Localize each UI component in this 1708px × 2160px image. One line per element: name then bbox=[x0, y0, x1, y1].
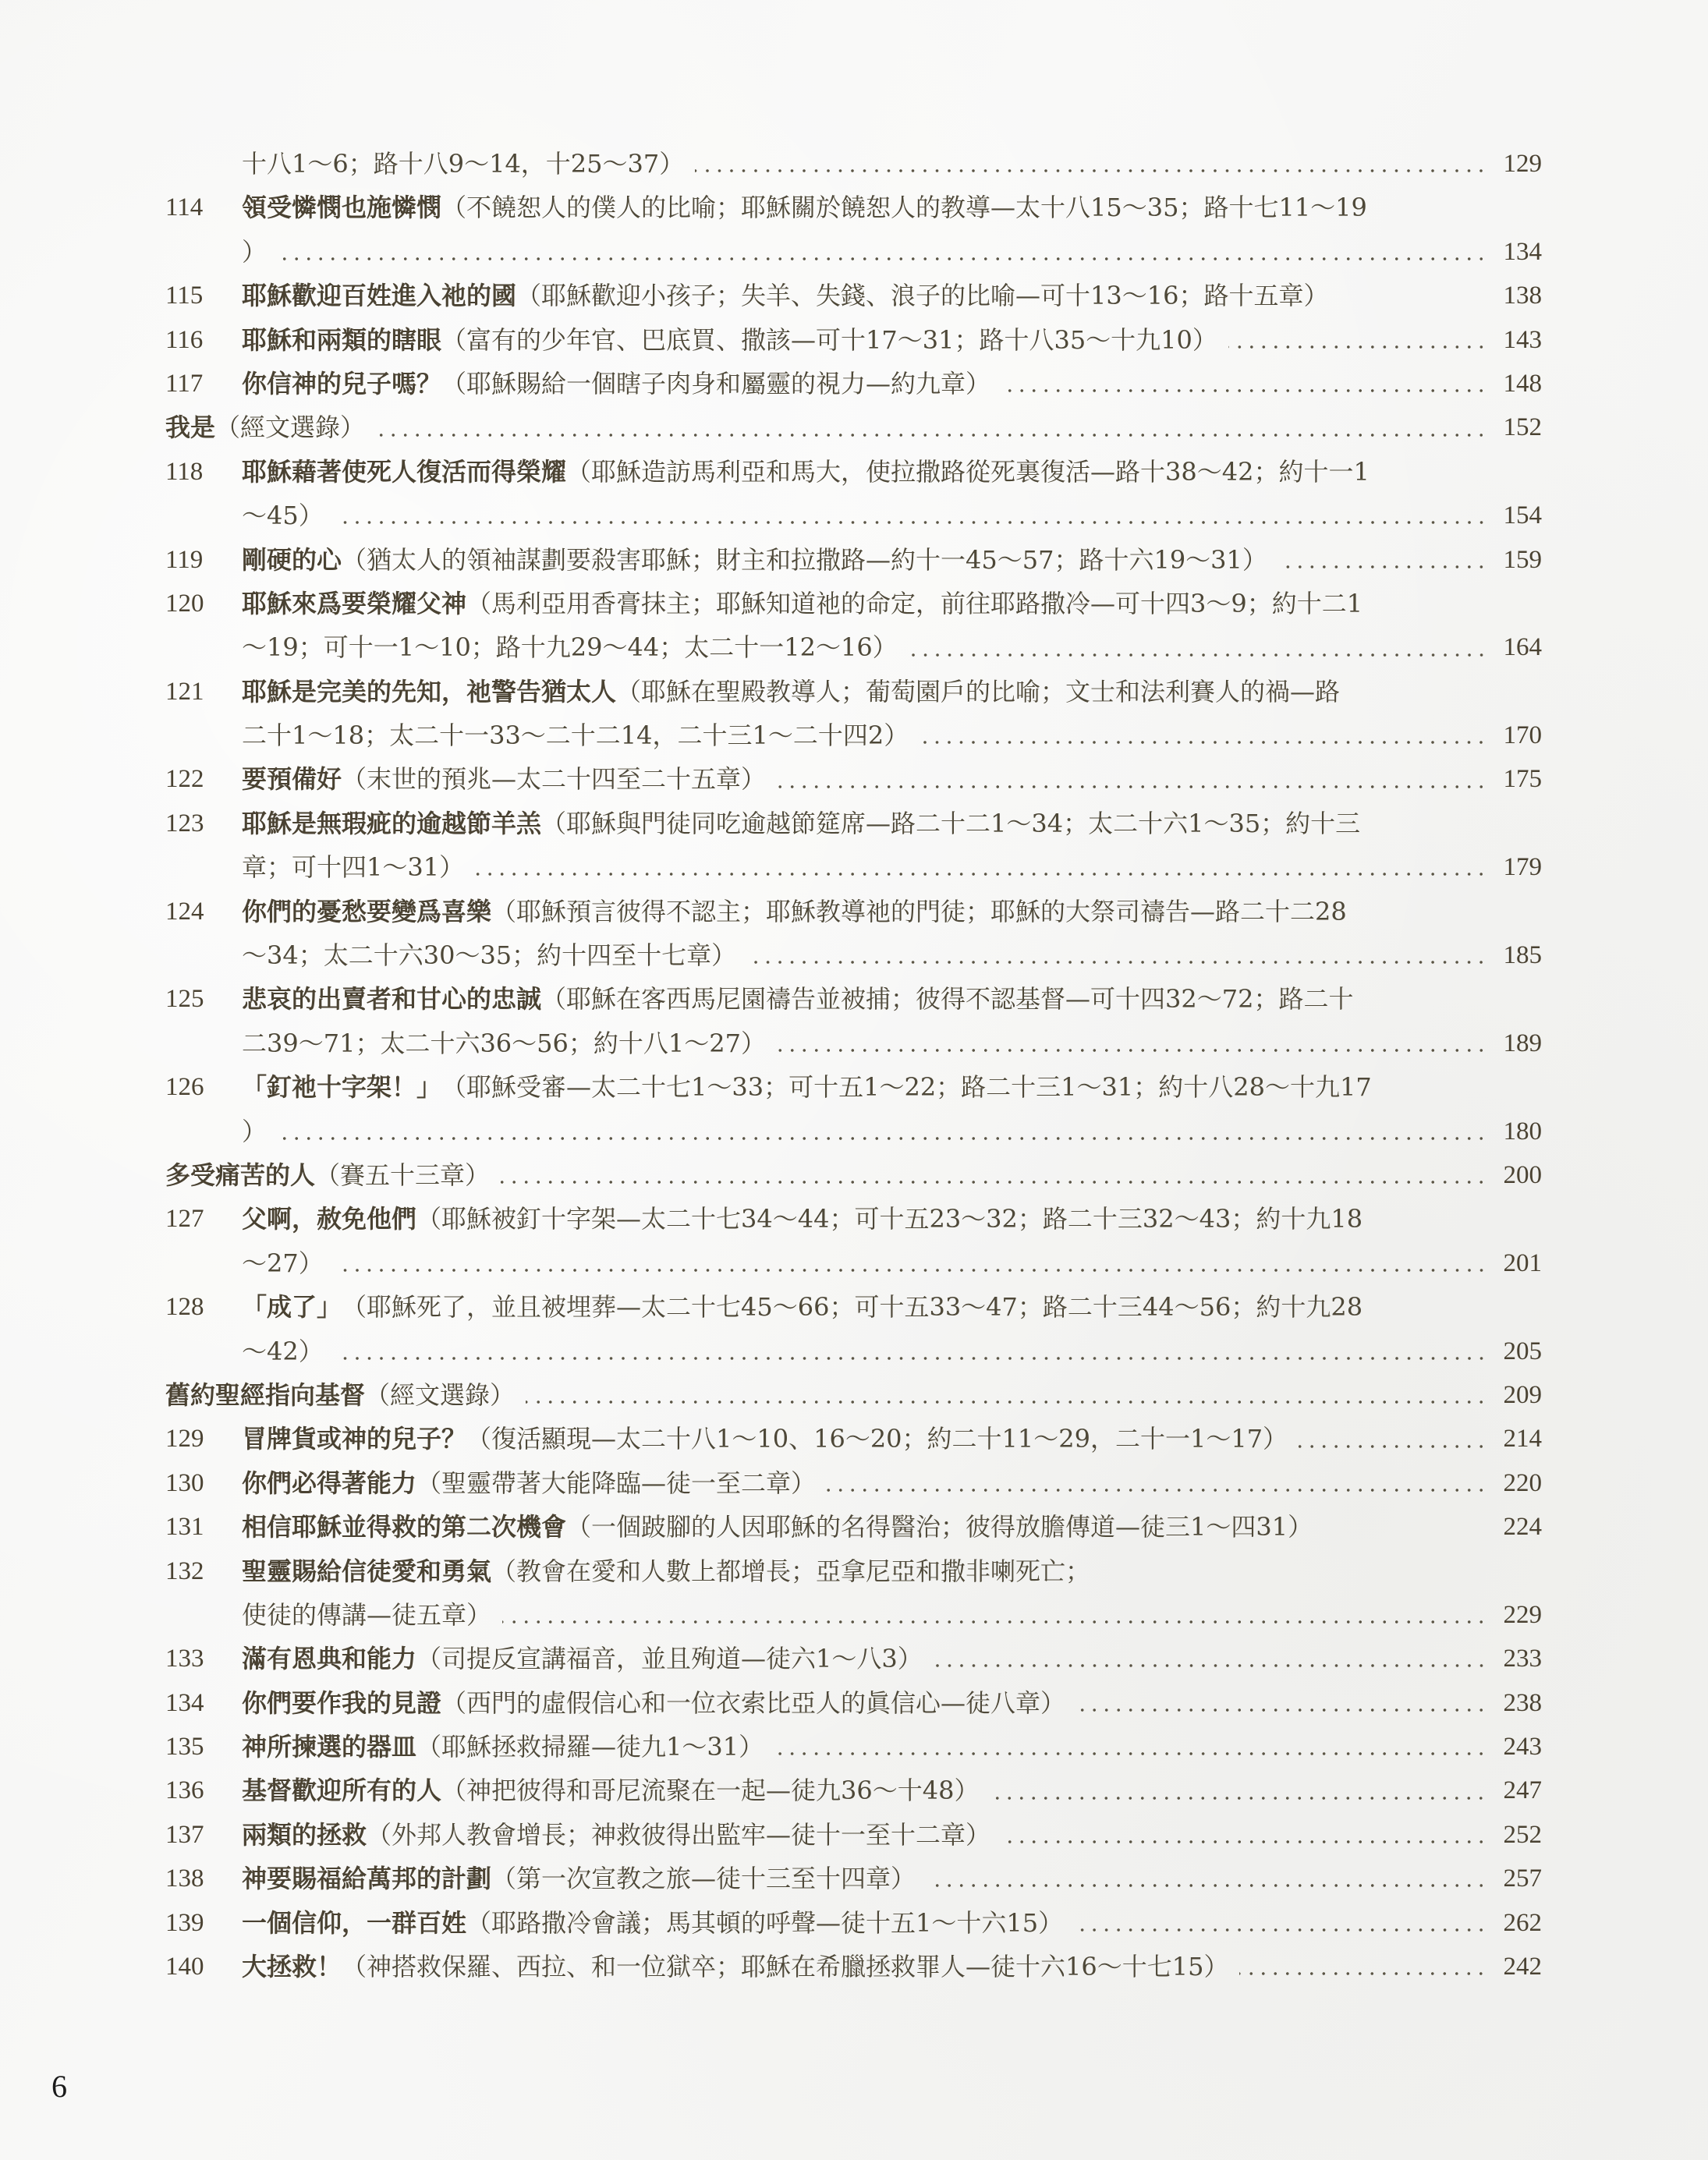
lesson-number: 135 bbox=[165, 1733, 204, 1762]
scripture-reference: （富有的少年官、巴底買、撒該—可十17～31；路十八35～十九10） bbox=[441, 324, 1217, 355]
entry-body bbox=[242, 1461, 1542, 1505]
toc-entry bbox=[165, 977, 1542, 1021]
dot-leader bbox=[927, 1884, 1487, 1887]
page-ref: 164 bbox=[1503, 633, 1542, 662]
entry-body bbox=[242, 890, 1542, 933]
scripture-reference: （外邦人教會增長；神救彼得出監牢—徒十一至十二章） bbox=[367, 1819, 991, 1850]
page-ref: 252 bbox=[1503, 1820, 1542, 1849]
scripture-reference: （耶穌在客西馬尼園禱告並被捕；彼得不認基督—可十四32～72；路二十 bbox=[541, 984, 1354, 1014]
scripture-reference: ） bbox=[242, 236, 268, 267]
dot-leader bbox=[1001, 389, 1487, 392]
toc-continuation-line bbox=[165, 625, 1542, 669]
lesson-title: 冒牌貨或神的兒子？ bbox=[242, 1424, 467, 1454]
toc-entry bbox=[165, 1549, 1542, 1593]
toc-continuation-line bbox=[165, 933, 1542, 977]
lesson-number: 124 bbox=[165, 897, 204, 926]
toc-entry bbox=[165, 538, 1542, 582]
scripture-reference: （不饒恕人的僕人的比喻；耶穌關於饒恕人的教導—太十八15～35；路十七11～19 bbox=[441, 193, 1367, 223]
entry-body bbox=[242, 1241, 1542, 1285]
lesson-title: 多受痛苦的人 bbox=[165, 1160, 316, 1190]
page-ref: 209 bbox=[1503, 1380, 1542, 1409]
scripture-reference: （西門的虛假信心和一位衣索比亞人的眞信心—徒八章） bbox=[441, 1687, 1066, 1718]
lesson-number: 127 bbox=[165, 1205, 204, 1234]
page-ref: 242 bbox=[1503, 1953, 1542, 1981]
scripture-reference: ～42） bbox=[242, 1336, 324, 1366]
toc-continuation-line bbox=[165, 1022, 1542, 1065]
lesson-number: 116 bbox=[165, 325, 204, 354]
lesson-title: 神所揀選的器皿 bbox=[242, 1732, 417, 1762]
entry-body bbox=[242, 625, 1542, 669]
lesson-number: 139 bbox=[165, 1908, 204, 1937]
dot-leader bbox=[376, 434, 1487, 437]
page-ref: 238 bbox=[1503, 1688, 1542, 1717]
lesson-number: 137 bbox=[165, 1820, 204, 1849]
toc-entry bbox=[165, 1197, 1542, 1241]
scripture-reference: （一個跛腳的人因耶穌的名得醫治；彼得放膽傳道—徒三1～四31） bbox=[566, 1512, 1313, 1542]
entry-body bbox=[242, 714, 1542, 757]
scripture-reference: ～45） bbox=[242, 501, 324, 531]
dot-leader bbox=[920, 741, 1487, 744]
page-ref: 180 bbox=[1503, 1117, 1542, 1146]
entry-body bbox=[242, 1110, 1542, 1153]
dot-leader bbox=[777, 785, 1487, 788]
entry-body bbox=[242, 362, 1542, 405]
entry-body bbox=[242, 1417, 1542, 1461]
lesson-number: 126 bbox=[165, 1073, 204, 1102]
scripture-reference: （耶路撒冷會議；馬其頓的呼聲—徒十五1～十六15） bbox=[466, 1907, 1064, 1938]
table-of-contents bbox=[165, 142, 1542, 1988]
entry-body bbox=[242, 230, 1542, 274]
scripture-reference: （耶穌受審—太二十七1～33；可十五1～22；路二十三1～31；約十八28～十九17 bbox=[441, 1072, 1372, 1103]
scripture-reference: （聖靈帶著大能降臨—徒一至二章） bbox=[416, 1468, 817, 1498]
dot-leader bbox=[777, 1049, 1487, 1052]
dot-leader bbox=[1239, 1972, 1487, 1975]
scripture-reference: （耶穌被釘十字架—太二十七34～44；可十五23～32；路二十三32～43；約十九18 bbox=[416, 1204, 1363, 1234]
lesson-title: 聖靈賜給信徒愛和勇氣 bbox=[242, 1556, 492, 1586]
lesson-title: 耶穌是無瑕疵的逾越節羊羔 bbox=[242, 808, 542, 838]
entry-body bbox=[242, 802, 1542, 845]
scripture-reference: （耶穌預言彼得不認主；耶穌教導祂的門徒；耶穌的大祭司禱告—路二十二28 bbox=[491, 896, 1347, 926]
lesson-number: 136 bbox=[165, 1776, 204, 1805]
toc-entry bbox=[165, 1637, 1542, 1680]
entry-body bbox=[242, 1857, 1542, 1900]
lesson-number: 134 bbox=[165, 1688, 204, 1717]
toc-entry bbox=[165, 362, 1542, 405]
lesson-number: 115 bbox=[165, 282, 204, 310]
scripture-reference: （耶穌與門徒同吃逾越節筵席—路二十二1～34；太二十六1～35；約十三 bbox=[541, 808, 1361, 838]
toc-entry bbox=[165, 450, 1542, 494]
entry-body bbox=[242, 450, 1542, 494]
dot-leader bbox=[475, 873, 1487, 876]
page-number: 6 bbox=[51, 2069, 67, 2104]
lesson-title: 悲哀的出賣者和甘心的忠誠 bbox=[242, 984, 542, 1014]
entry-body bbox=[242, 1197, 1542, 1241]
lesson-title: 要預備好 bbox=[242, 764, 342, 795]
lesson-title: 兩類的拯救 bbox=[242, 1819, 367, 1850]
scripture-reference: （耶穌在聖殿教導人；葡萄園戶的比喻；文士和法利賽人的禍—路 bbox=[616, 676, 1341, 706]
entry-body bbox=[242, 1593, 1542, 1637]
lesson-title: 「成了」 bbox=[242, 1292, 342, 1323]
toc-continuation-line bbox=[165, 230, 1542, 274]
entry-body bbox=[242, 1725, 1542, 1769]
toc-entry bbox=[165, 582, 1542, 625]
scripture-reference: （神把彼得和哥尼流聚在一起—徒九36～十48） bbox=[441, 1776, 980, 1806]
entry-body bbox=[242, 538, 1542, 582]
lesson-title: 耶穌是完美的先知，祂警告猶太人 bbox=[242, 676, 617, 706]
page-ref: 220 bbox=[1503, 1468, 1542, 1497]
dot-leader bbox=[526, 1400, 1487, 1404]
lesson-number: 129 bbox=[165, 1425, 204, 1454]
lesson-number: 114 bbox=[165, 193, 204, 222]
page-ref: 129 bbox=[1503, 150, 1542, 178]
scripture-reference: 章；可十四1～31） bbox=[242, 852, 465, 883]
toc-entry bbox=[165, 890, 1542, 933]
lesson-number: 133 bbox=[165, 1645, 204, 1673]
entry-body bbox=[165, 405, 1542, 449]
page-ref: 243 bbox=[1503, 1733, 1542, 1762]
dot-leader bbox=[1299, 1445, 1487, 1448]
entry-body bbox=[242, 1065, 1542, 1109]
lesson-title: 「釘祂十字架！」 bbox=[242, 1072, 442, 1103]
scripture-reference: （猶太人的領袖謀劃要殺害耶穌；財主和拉撒路—約十一45～57；路十六19～31） bbox=[342, 544, 1267, 575]
toc-entry bbox=[165, 1901, 1542, 1945]
page-ref: 200 bbox=[1503, 1160, 1542, 1189]
toc-entry bbox=[165, 757, 1542, 801]
dot-leader bbox=[1228, 345, 1487, 349]
entry-body bbox=[242, 1769, 1542, 1812]
lesson-title: 你們要作我的見證 bbox=[242, 1687, 442, 1718]
scripture-reference: （賽五十三章） bbox=[315, 1160, 491, 1190]
toc-entry bbox=[165, 1417, 1542, 1461]
lesson-number: 128 bbox=[165, 1293, 204, 1322]
page-ref: 134 bbox=[1503, 237, 1542, 266]
page-ref: 185 bbox=[1503, 941, 1542, 970]
lesson-number: 122 bbox=[165, 765, 204, 794]
lesson-title: 滿有恩典和能力 bbox=[242, 1644, 417, 1674]
lesson-title: 你們的憂愁要變爲喜樂 bbox=[242, 896, 492, 926]
page-ref: 138 bbox=[1503, 282, 1542, 310]
page-ref: 257 bbox=[1503, 1864, 1542, 1893]
toc-entry bbox=[165, 670, 1542, 714]
toc-entry bbox=[165, 1505, 1542, 1549]
lesson-title: 父啊，赦免他們 bbox=[242, 1204, 417, 1234]
page-ref: 170 bbox=[1503, 721, 1542, 750]
lesson-title: 耶穌藉著使死人復活而得榮耀 bbox=[242, 456, 567, 487]
lesson-title: 我是 bbox=[165, 413, 216, 443]
entry-body bbox=[242, 1549, 1542, 1593]
scripture-reference: （耶穌歡迎小孩子；失羊、失錢、浪子的比喻—可十13～16；路十五章） bbox=[516, 281, 1329, 311]
toc-entry bbox=[165, 1857, 1542, 1900]
toc-continuation-line bbox=[165, 494, 1542, 537]
page-ref: 205 bbox=[1503, 1337, 1542, 1365]
entry-body bbox=[242, 757, 1542, 801]
scripture-reference: （教會在愛和人數上都增長；亞拿尼亞和撒非喇死亡； bbox=[491, 1556, 1091, 1586]
page-ref: 224 bbox=[1503, 1513, 1542, 1542]
lesson-number: 130 bbox=[165, 1468, 204, 1497]
dot-leader bbox=[990, 1797, 1487, 1800]
scripture-reference: （耶穌拯救掃羅—徒九1～31） bbox=[416, 1732, 764, 1762]
lesson-number: 118 bbox=[165, 457, 204, 486]
page-ref: 175 bbox=[1503, 765, 1542, 794]
dot-leader bbox=[1278, 565, 1487, 568]
entry-body bbox=[242, 933, 1542, 977]
scripture-reference: （經文選錄） bbox=[215, 413, 366, 443]
page-ref: 214 bbox=[1503, 1425, 1542, 1454]
entry-body bbox=[242, 1330, 1542, 1373]
toc-entry bbox=[165, 802, 1542, 845]
lesson-title: 大拯救！ bbox=[242, 1952, 342, 1982]
scripture-reference: （耶穌死了，並且被埋葬—太二十七45～66；可十五33～47；路二十三44～56；約十九28 bbox=[342, 1292, 1363, 1323]
dot-leader bbox=[1074, 1928, 1487, 1932]
dot-leader bbox=[278, 257, 1487, 260]
scripture-reference: ～27） bbox=[242, 1248, 324, 1278]
dot-leader bbox=[695, 169, 1487, 172]
lesson-number: 121 bbox=[165, 677, 204, 706]
scripture-reference: （末世的預兆—太二十四至二十五章） bbox=[342, 764, 767, 795]
toc-continuation-line bbox=[165, 714, 1542, 757]
page-ref: 247 bbox=[1503, 1776, 1542, 1805]
toc-entry bbox=[165, 1461, 1542, 1505]
entry-body bbox=[242, 1945, 1542, 1988]
toc-section-heading bbox=[165, 405, 1542, 449]
toc-entry bbox=[165, 1681, 1542, 1725]
toc-continuation-line bbox=[165, 1110, 1542, 1153]
toc-entry bbox=[165, 274, 1542, 317]
toc-section-heading bbox=[165, 1153, 1542, 1197]
entry-body bbox=[242, 1681, 1542, 1725]
lesson-number: 138 bbox=[165, 1864, 204, 1893]
dot-leader bbox=[909, 653, 1487, 657]
dot-leader bbox=[501, 1181, 1487, 1184]
toc-entry bbox=[165, 1945, 1542, 1988]
toc-entry bbox=[165, 1725, 1542, 1769]
page-ref: 152 bbox=[1503, 413, 1542, 442]
page-ref: 233 bbox=[1503, 1645, 1542, 1673]
lesson-title: 耶穌歡迎百姓進入祂的國 bbox=[242, 281, 517, 311]
lesson-title: 相信耶穌並得救的第二次機會 bbox=[242, 1512, 567, 1542]
dot-leader bbox=[1001, 1840, 1487, 1843]
dot-leader bbox=[774, 1752, 1487, 1755]
scripture-reference: ） bbox=[242, 1116, 268, 1146]
entry-body bbox=[165, 1373, 1542, 1417]
dot-leader bbox=[934, 1664, 1487, 1667]
toc-entry bbox=[165, 186, 1542, 229]
entry-body bbox=[242, 142, 1542, 186]
entry-body bbox=[242, 274, 1542, 317]
toc-entry bbox=[165, 1285, 1542, 1329]
page-ref: 262 bbox=[1503, 1908, 1542, 1937]
lesson-title: 基督歡迎所有的人 bbox=[242, 1776, 442, 1806]
lesson-number: 120 bbox=[165, 589, 204, 618]
entry-body bbox=[242, 1813, 1542, 1857]
scripture-reference: 使徒的傳講—徒五章） bbox=[242, 1599, 492, 1630]
entry-body bbox=[242, 582, 1542, 625]
lesson-number: 131 bbox=[165, 1513, 204, 1542]
dot-leader bbox=[827, 1489, 1487, 1492]
lesson-title: 剛硬的心 bbox=[242, 544, 342, 575]
lesson-number: 125 bbox=[165, 985, 204, 1014]
scripture-reference: （耶穌賜給一個瞎子肉身和屬靈的視力—約九章） bbox=[441, 368, 991, 398]
entry-body bbox=[242, 186, 1542, 229]
toc-section-heading bbox=[165, 1373, 1542, 1417]
page-ref: 143 bbox=[1503, 325, 1542, 354]
dot-leader bbox=[278, 1137, 1487, 1140]
scripture-reference: （經文選錄） bbox=[365, 1379, 516, 1410]
lesson-title: 耶穌來爲要榮耀父神 bbox=[242, 588, 467, 618]
lesson-number: 123 bbox=[165, 809, 204, 837]
scripture-reference: （馬利亞用香膏抹主；耶穌知道祂的命定，前往耶路撒冷—可十四3～9；約十二1 bbox=[466, 588, 1363, 618]
lesson-title: 領受憐憫也施憐憫 bbox=[242, 193, 442, 223]
lesson-number: 117 bbox=[165, 369, 204, 398]
scripture-reference: 二39～71；太二十六36～56；約十八1～27） bbox=[242, 1028, 766, 1058]
lesson-title: 你們必得著能力 bbox=[242, 1468, 417, 1498]
scripture-reference: ～19；可十一1～10；路十九29～44；太二十一12～16） bbox=[242, 632, 898, 663]
page-ref: 154 bbox=[1503, 501, 1542, 530]
entry-body bbox=[242, 1022, 1542, 1065]
scripture-reference: （司提反宣講福音，並且殉道—徒六1～八3） bbox=[416, 1644, 923, 1674]
entry-body bbox=[242, 318, 1542, 362]
toc-entry bbox=[165, 318, 1542, 362]
scripture-reference: （耶穌造訪馬利亞和馬大，使拉撒路從死裏復活—路十38～42；約十一1 bbox=[566, 456, 1370, 487]
page-ref: 189 bbox=[1503, 1029, 1542, 1057]
toc-continuation-line bbox=[165, 845, 1542, 889]
page-ref: 159 bbox=[1503, 545, 1542, 574]
scripture-reference: （第一次宣教之旅—徒十三至十四章） bbox=[491, 1864, 916, 1894]
scripture-reference: （復活顯現—太二十八1～10、16～20；約二十11～29，二十一1～17） bbox=[466, 1424, 1288, 1454]
entry-body bbox=[242, 1901, 1542, 1945]
toc-continuation-line bbox=[165, 1330, 1542, 1373]
toc-continuation-line bbox=[165, 1593, 1542, 1637]
lesson-title: 神要賜福給萬邦的計劃 bbox=[242, 1864, 492, 1894]
lesson-title: 一個信仰，一群百姓 bbox=[242, 1907, 467, 1938]
toc-entry bbox=[165, 1065, 1542, 1109]
entry-body bbox=[242, 494, 1542, 537]
toc-continuation-line bbox=[165, 142, 1542, 186]
toc-continuation-line bbox=[165, 1241, 1542, 1285]
entry-body bbox=[165, 1153, 1542, 1197]
lesson-title: 你信神的兒子嗎？ bbox=[242, 368, 442, 398]
toc-entry bbox=[165, 1769, 1542, 1812]
lesson-number: 140 bbox=[165, 1953, 204, 1981]
page-ref: 148 bbox=[1503, 369, 1542, 398]
page-ref: 229 bbox=[1503, 1600, 1542, 1629]
dot-leader bbox=[335, 1269, 1487, 1272]
page-ref: 179 bbox=[1503, 853, 1542, 882]
lesson-number: 119 bbox=[165, 545, 204, 574]
toc-entry bbox=[165, 1813, 1542, 1857]
scripture-reference: 十八1～6；路十八9～14，十25～37） bbox=[242, 149, 685, 179]
lesson-title: 舊約聖經指向基督 bbox=[165, 1379, 366, 1410]
entry-body bbox=[242, 1637, 1542, 1680]
entry-body bbox=[242, 845, 1542, 889]
scripture-reference: ～34；太二十六30～35；約十四至十七章） bbox=[242, 940, 737, 971]
dot-leader bbox=[335, 1357, 1487, 1360]
lesson-number: 132 bbox=[165, 1556, 204, 1585]
lesson-title: 耶穌和兩類的瞎眼 bbox=[242, 324, 442, 355]
entry-body bbox=[242, 977, 1542, 1021]
dot-leader bbox=[747, 961, 1487, 964]
scripture-reference: （神搭救保羅、西拉、和一位獄卒；耶穌在希臘拯救罪人—徒十六16～十七15） bbox=[342, 1952, 1229, 1982]
entry-body bbox=[242, 1285, 1542, 1329]
entry-body bbox=[242, 1505, 1542, 1549]
scripture-reference: 二十1～18；太二十一33～二十二14，二十三1～二十四2） bbox=[242, 721, 909, 751]
dot-leader bbox=[502, 1620, 1487, 1624]
page-ref: 201 bbox=[1503, 1248, 1542, 1277]
entry-body bbox=[242, 670, 1542, 714]
dot-leader bbox=[1076, 1709, 1487, 1712]
dot-leader bbox=[335, 521, 1487, 524]
